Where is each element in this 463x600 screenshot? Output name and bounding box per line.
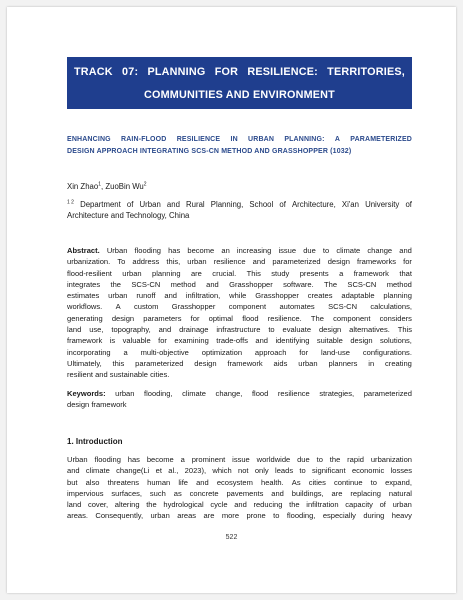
abstract-word: and <box>164 291 177 301</box>
abstract-word: infiltration, <box>185 291 221 301</box>
title-word: PLANNING: <box>284 136 325 143</box>
affiliation-mark: 1 2 <box>67 199 74 206</box>
track-word: TERRITORIES, <box>327 66 405 78</box>
introduction-word: the <box>289 500 300 510</box>
author-list <box>67 182 147 191</box>
introduction-word: replacing <box>350 488 381 498</box>
keyword-word: flood <box>251 389 269 398</box>
abstract-word: climate <box>336 246 361 255</box>
abstract-word: resilience. <box>267 313 302 323</box>
abstract-word: this <box>112 358 125 368</box>
abstract-word: for <box>403 257 412 267</box>
abstract-word: planning <box>383 291 412 301</box>
abstract-word: a <box>123 347 128 357</box>
abstract-label: Abstract. <box>67 246 100 255</box>
abstract-word: runoff <box>136 291 156 301</box>
abstract-word: and <box>399 246 412 255</box>
abstract-line <box>67 301 412 312</box>
introduction-word: continue <box>334 477 363 487</box>
introduction-word: to <box>299 466 306 476</box>
abstract-word: urban <box>108 291 128 301</box>
abstract-word: for <box>158 336 167 346</box>
affiliation-word: Urban <box>139 200 161 209</box>
abstract-word: calculations, <box>370 302 412 312</box>
introduction-word: as <box>173 488 182 498</box>
affiliation-word: University <box>365 200 400 209</box>
affiliation-word: Department <box>80 200 121 209</box>
abstract-word: issue <box>278 246 297 255</box>
abstract-word: integrates <box>67 279 101 289</box>
introduction-word: life <box>178 477 188 487</box>
introduction-word: cover, <box>87 500 109 510</box>
introduction-word: flooding <box>94 455 121 464</box>
abstract-word: A <box>115 302 121 312</box>
abstract-word: presents <box>299 268 329 278</box>
introduction-word: health. <box>261 477 284 487</box>
abstract-word: component <box>228 302 267 312</box>
abstract-word: Grasshopper <box>229 279 273 289</box>
title-word: IN <box>230 136 238 143</box>
title-word: URBAN <box>248 136 275 143</box>
abstract-word: due <box>303 246 316 255</box>
introduction-word: prone <box>246 511 266 521</box>
keyword-word: urban <box>115 389 135 398</box>
abstract-word: software. <box>283 279 314 289</box>
introduction-word: heavy <box>391 511 412 521</box>
introduction-word: human <box>147 477 171 487</box>
abstract-word: solutions, <box>380 336 412 346</box>
abstract-word: SCS-CN <box>131 279 161 289</box>
abstract-word: alternatives. <box>349 325 390 335</box>
abstract-word: increasing <box>236 246 272 255</box>
abstract-word: resilience <box>213 257 246 267</box>
abstract-word: Grasshopper <box>171 302 216 312</box>
abstract-word: flooding <box>134 246 161 255</box>
abstract-word: design <box>194 358 217 368</box>
keyword-word: strategies, <box>319 389 355 398</box>
introduction-word: the <box>146 500 157 510</box>
abstract-word: study <box>271 268 290 278</box>
abstract-word: optimization <box>201 347 243 357</box>
author-affiliation-mark: 2 <box>143 181 147 188</box>
introduction-word: not <box>238 466 249 476</box>
introduction-word: a <box>180 455 185 464</box>
introduction-word: cities <box>308 477 326 487</box>
author-separator: , <box>101 182 106 191</box>
abstract-word: aids <box>273 358 288 368</box>
abstract-word: This <box>246 268 261 278</box>
abstract-word: design <box>318 325 342 335</box>
affiliation-word: Rural <box>186 200 205 209</box>
abstract-line: resilient and sustainable cities. <box>67 370 170 380</box>
abstract-word: optimal <box>208 313 233 323</box>
abstract-word: The <box>310 313 324 323</box>
introduction-word: and <box>271 488 284 498</box>
keyword-word: parameterized <box>363 389 412 398</box>
introduction-word: significant <box>312 466 346 476</box>
introduction-word: due <box>297 455 310 464</box>
title-word: RAIN-FLOOD <box>121 136 167 143</box>
introduction-word: rapid <box>347 455 364 464</box>
introduction-word: hydrological <box>163 500 204 510</box>
keyword-word: climate <box>182 389 206 398</box>
introduction-word: concrete <box>189 488 219 498</box>
keywords <box>67 388 412 410</box>
abstract-word: flood-resilient <box>67 268 112 278</box>
introduction-line <box>67 510 412 521</box>
abstract-word: configurations. <box>362 347 412 357</box>
abstract-line <box>67 290 412 301</box>
introduction-word: threatens <box>107 477 140 487</box>
introduction-word: altering <box>114 500 140 510</box>
abstract-word: change <box>367 246 393 255</box>
introduction-word: 2023), <box>184 466 207 476</box>
introduction-line <box>67 465 412 476</box>
introduction-line <box>67 477 412 488</box>
abstract-word: parameterized <box>135 358 184 368</box>
abstract-word: custom <box>134 302 159 312</box>
abstract-word: urbanization. <box>67 257 111 267</box>
introduction-word: surfaces, <box>111 488 143 498</box>
introduction-word: areas. <box>67 511 88 521</box>
abstract-word: identifying <box>275 336 310 346</box>
abstract-word: trade-offs <box>216 336 248 346</box>
abstract-word: Grasshopper <box>255 291 299 301</box>
introduction-line <box>67 488 412 499</box>
introduction-word: Consequently, <box>95 511 144 521</box>
introduction-word: during <box>363 511 385 521</box>
abstract-word: The <box>324 279 338 289</box>
introduction-word: pavements <box>226 488 264 498</box>
introduction-word: areas <box>177 511 197 521</box>
abstract-word: that <box>399 268 412 278</box>
abstract-word: land <box>67 325 82 335</box>
abstract-word: examining <box>174 336 209 346</box>
title-word: ENHANCING <box>67 136 111 143</box>
abstract-line <box>67 279 412 290</box>
abstract-word: while <box>229 291 247 301</box>
introduction-word: ecosystem <box>216 477 253 487</box>
introduction-word: and <box>196 477 209 487</box>
introduction-word: worldwide <box>256 455 291 464</box>
abstract-word: has <box>168 246 181 255</box>
abstract-word: and <box>255 336 268 346</box>
section-heading-introduction: 1. Introduction <box>67 437 123 446</box>
abstract-word: for <box>190 313 200 323</box>
abstract-word: This <box>397 325 412 335</box>
abstract-word: incorporating <box>67 347 111 357</box>
affiliation <box>67 199 412 221</box>
introduction-word: losses <box>390 466 412 476</box>
abstract-word: suitable <box>316 336 343 346</box>
affiliation-word: School <box>249 200 274 209</box>
author-name: Xin Zhao <box>67 182 99 191</box>
introduction-word: climate <box>85 466 110 476</box>
abstract-word: design <box>350 336 373 346</box>
abstract <box>67 245 412 381</box>
keywords-label: Keywords: <box>67 389 106 398</box>
abstract-word: planners <box>328 358 358 368</box>
abstract-word: workflows. <box>67 302 103 312</box>
affiliation-word: Architecture, <box>291 200 336 209</box>
abstract-word: a <box>339 268 344 278</box>
abstract-word: in <box>368 358 375 368</box>
introduction-word: impervious <box>67 488 104 498</box>
abstract-word: and <box>158 325 172 335</box>
abstract-word: address <box>132 257 160 267</box>
abstract-line <box>67 358 412 369</box>
abstract-word: creates <box>307 291 333 301</box>
paper-title-line2: DESIGN APPROACH INTEGRATING SCS-CN METHOD AND GRASSHOPPER (1032) <box>67 148 352 155</box>
abstract-word: valuable <box>122 336 151 346</box>
abstract-word: component <box>333 313 371 323</box>
track-banner <box>67 57 412 109</box>
title-word: A <box>334 136 341 143</box>
affiliation-word: Xi'an <box>341 200 359 209</box>
introduction-word: only <box>254 466 269 476</box>
introduction-word: the <box>329 455 341 464</box>
track-title-line2: COMMUNITIES AND ENVIRONMENT <box>144 89 335 101</box>
page-number: 522 <box>225 534 238 541</box>
abstract-word: framework <box>227 358 263 368</box>
abstract-word: design <box>327 257 350 267</box>
abstract-word: this, <box>166 257 181 267</box>
introduction-body <box>67 454 412 522</box>
introduction-word: land <box>67 500 82 510</box>
abstract-word: is <box>109 336 116 346</box>
abstract-word: drainage <box>179 325 209 335</box>
introduction-word: urban <box>150 511 170 521</box>
introduction-word: and <box>67 466 80 476</box>
introduction-word: also <box>85 477 100 487</box>
abstract-word: to <box>268 325 275 335</box>
introduction-word: issue <box>232 455 250 464</box>
abstract-word: and <box>206 279 219 289</box>
abstract-word: Ultimately, <box>67 358 102 368</box>
abstract-body <box>67 245 412 369</box>
introduction-word: are <box>331 488 343 498</box>
keyword-word: resilience <box>277 389 310 398</box>
keywords-line1 <box>67 388 412 399</box>
introduction-word: leads <box>275 466 294 476</box>
introduction-word: but <box>67 477 78 487</box>
abstract-word: planning <box>152 268 181 278</box>
abstract-line <box>67 347 412 358</box>
abstract-word: considers <box>379 313 412 323</box>
introduction-word: reducing <box>253 500 283 510</box>
abstract-word: parameterized <box>272 257 321 267</box>
affiliation-line2: Architecture and Technology, China <box>67 211 190 220</box>
abstract-word: To <box>117 257 126 267</box>
abstract-word: method <box>170 279 196 289</box>
introduction-word: expand, <box>385 477 412 487</box>
abstract-word: estimates <box>67 291 100 301</box>
abstract-word: use, <box>89 325 104 335</box>
track-word: RESILIENCE: <box>247 66 318 78</box>
introduction-word: cycle <box>210 500 228 510</box>
abstract-word: an <box>221 246 230 255</box>
introduction-word: are <box>203 511 215 521</box>
abstract-word: are <box>190 268 202 278</box>
paper-title-line1 <box>67 134 412 146</box>
abstract-word: evaluate <box>282 325 312 335</box>
track-title-line1 <box>74 66 405 78</box>
introduction-word: change(Li <box>116 466 150 476</box>
abstract-word: adaptable <box>341 291 375 301</box>
introduction-word: natural <box>388 488 412 498</box>
abstract-word: the <box>110 279 121 289</box>
introduction-word: become <box>146 455 174 464</box>
title-word: PARAMETERIZED <box>350 136 412 143</box>
abstract-word: framework <box>353 268 389 278</box>
paper-page <box>7 7 456 593</box>
abstract-line <box>67 324 412 335</box>
introduction-word: especially <box>322 511 356 521</box>
abstract-line <box>67 313 412 324</box>
introduction-word: has <box>127 455 140 464</box>
track-word: 07: <box>122 66 139 78</box>
introduction-word: et <box>155 466 162 476</box>
introduction-word: such <box>149 488 166 498</box>
track-word: PLANNING <box>147 66 206 78</box>
abstract-line <box>67 256 412 267</box>
introduction-word: to <box>316 455 323 464</box>
keyword-word: change, <box>215 389 243 398</box>
affiliation-word: of <box>279 200 286 209</box>
introduction-word: more <box>221 511 240 521</box>
introduction-word: and <box>234 500 247 510</box>
introduction-line <box>67 499 412 510</box>
introduction-word: economic <box>351 466 385 476</box>
title-word: RESILIENCE <box>176 136 221 143</box>
abstract-word: for <box>299 347 309 357</box>
introduction-word: flooding, <box>286 511 316 521</box>
abstract-word: creating <box>385 358 412 368</box>
abstract-line <box>67 335 412 346</box>
abstract-word: approach <box>254 347 287 357</box>
abstract-word: to <box>322 246 330 255</box>
abstract-word: become <box>187 246 215 255</box>
abstract-word: flood <box>242 313 259 323</box>
keyword-word: flooding, <box>144 389 173 398</box>
abstract-word: frameworks <box>357 257 397 267</box>
abstract-word: urban <box>298 358 318 368</box>
introduction-word: buildings, <box>291 488 324 498</box>
abstract-word: infrastructure <box>216 325 261 335</box>
affiliation-word: of <box>405 200 412 209</box>
paper-title <box>67 134 412 158</box>
introduction-word: infiltration <box>306 500 339 510</box>
affiliation-word: Planning, <box>210 200 244 209</box>
abstract-word: multi-objective <box>140 347 189 357</box>
abstract-word: method <box>386 279 412 289</box>
track-word: FOR <box>214 66 239 78</box>
introduction-word: to <box>370 477 377 487</box>
abstract-word: SCS-CN <box>328 302 358 312</box>
abstract-word: parameters <box>143 313 182 323</box>
affiliation-line1 <box>67 199 412 210</box>
introduction-word: prominent <box>191 455 226 464</box>
affiliation-word <box>67 199 74 210</box>
abstract-word: framework <box>67 336 103 346</box>
introduction-word: to <box>273 511 280 521</box>
abstract-word: SCS-CN <box>347 279 377 289</box>
introduction-word: urban <box>392 500 412 510</box>
introduction-line <box>67 454 412 465</box>
introduction-word: which <box>212 466 232 476</box>
abstract-word: generating <box>67 313 103 323</box>
abstract-word: urban <box>187 257 207 267</box>
affiliation-word: and <box>166 200 180 209</box>
introduction-word: of <box>379 500 386 510</box>
keywords-line2: design framework <box>67 400 127 409</box>
author-name: ZuoBin Wu <box>105 182 144 191</box>
introduction-word: capacity <box>345 500 373 510</box>
abstract-word: land-use <box>321 347 350 357</box>
abstract-word: crucial. <box>212 268 237 278</box>
author-affiliation-mark: 1 <box>98 181 101 188</box>
introduction-word: urbanization <box>370 455 412 464</box>
abstract-line <box>67 245 412 256</box>
abstract-word: topography, <box>111 325 151 335</box>
introduction-word: Urban <box>67 455 88 464</box>
abstract-word: Urban <box>106 246 128 255</box>
abstract-line <box>67 268 412 279</box>
introduction-word: al., <box>168 466 179 476</box>
abstract-word: automates <box>279 302 315 312</box>
track-word: TRACK <box>74 66 113 78</box>
abstract-word: urban <box>122 268 142 278</box>
abstract-word: and <box>252 257 266 267</box>
introduction-word: As <box>291 477 301 487</box>
affiliation-word: of <box>126 200 134 209</box>
abstract-word: design <box>111 313 135 323</box>
